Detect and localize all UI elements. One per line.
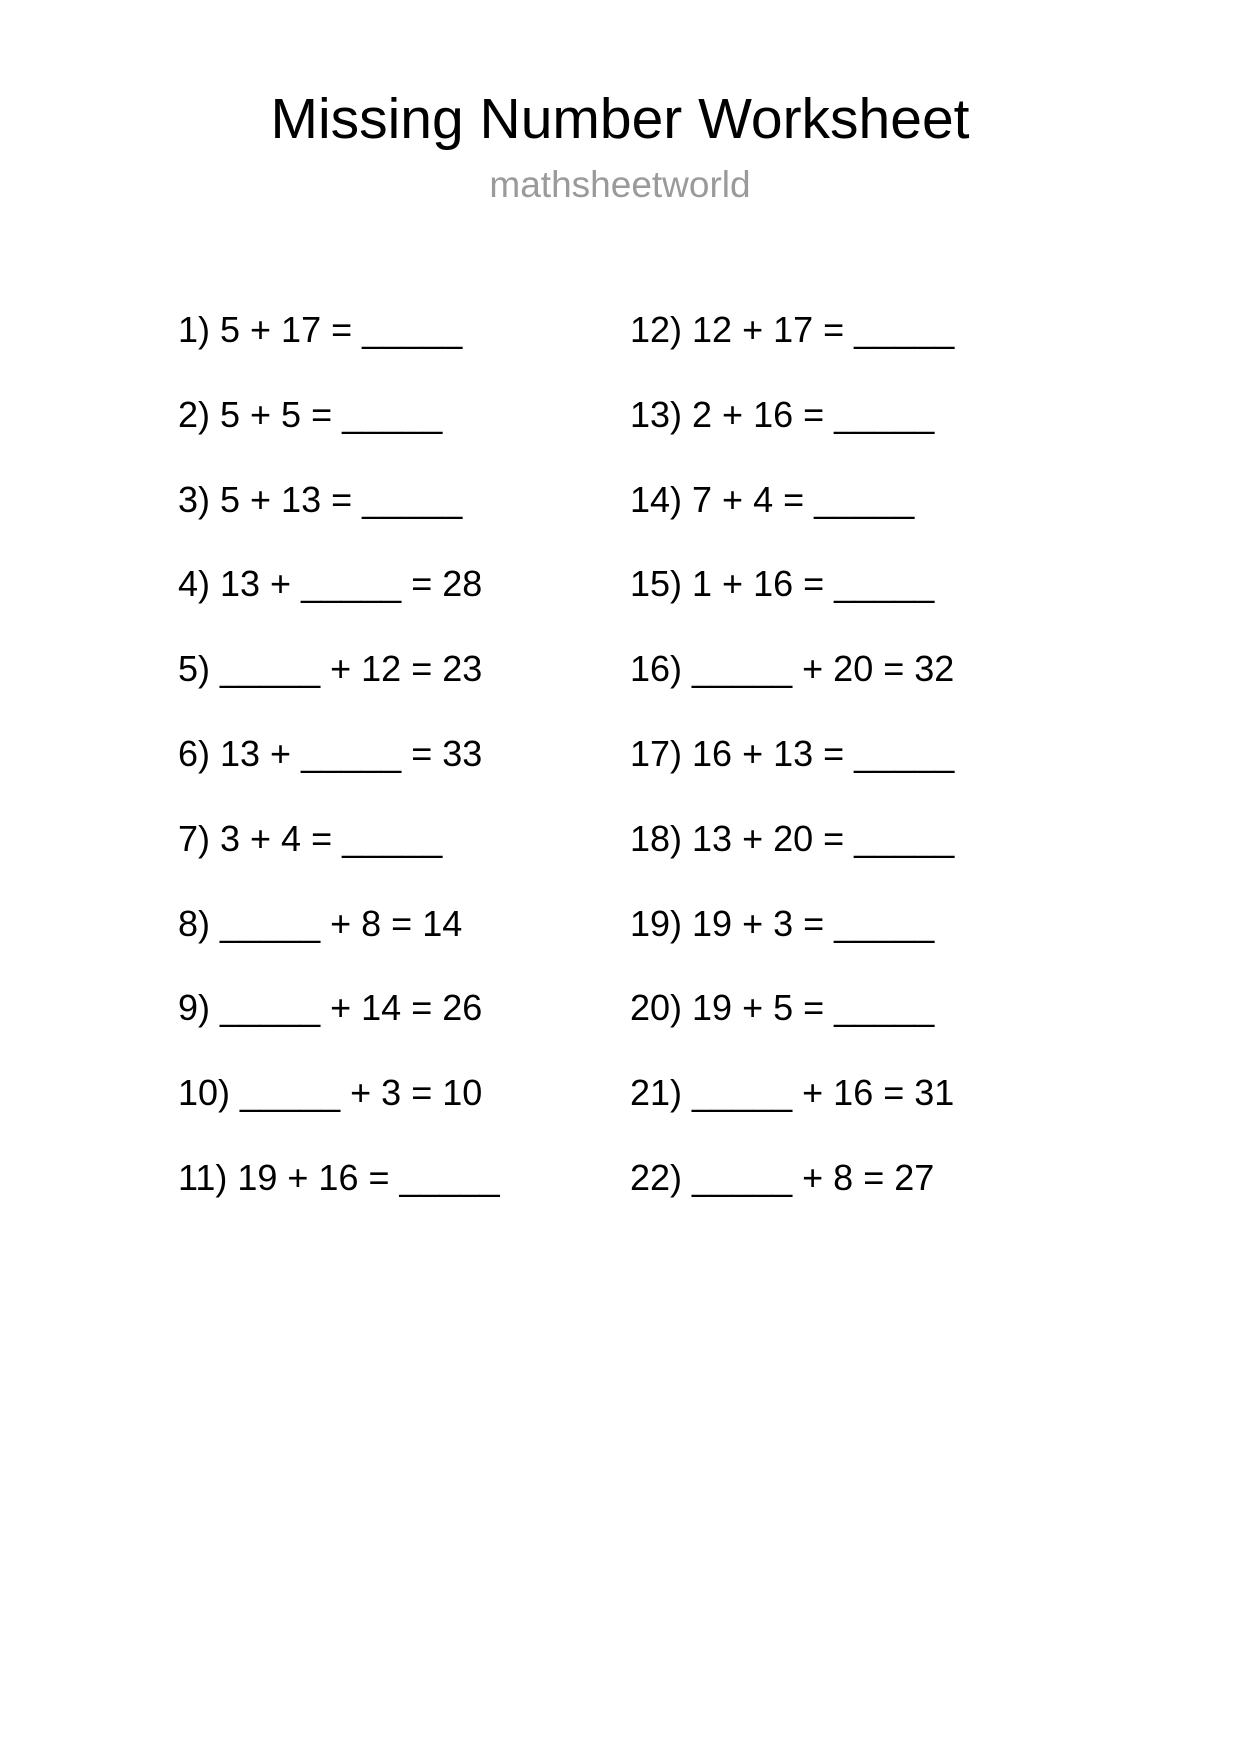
- problems-column-left: [178, 288, 630, 1221]
- problem-item: 12) 12 + 17 = _____: [630, 309, 955, 350]
- problem-item: 14) 7 + 4 = _____: [630, 478, 915, 520]
- problem-item: 18) 13 + 20 = _____: [630, 817, 955, 859]
- problem-item: 8) _____ + 8 = 14: [178, 902, 463, 944]
- brand-subtitle: mathsheetworld: [489, 164, 751, 205]
- problems-column-right: [630, 288, 954, 1221]
- problem-item: 22) _____ + 8 = 27: [630, 1156, 935, 1198]
- problem-item: 13) 2 + 16 = _____: [630, 393, 935, 435]
- problem-item: 7) 3 + 4 = _____: [178, 817, 443, 859]
- problem-item: 17) 16 + 13 = _____: [630, 732, 955, 774]
- problem-item: 1) 5 + 17 = _____: [178, 309, 463, 350]
- problem-item: 5) _____ + 12 = 23: [178, 648, 483, 690]
- worksheet-title: Missing Number Worksheet: [270, 87, 970, 151]
- problem-item: 20) 19 + 5 = _____: [630, 987, 935, 1029]
- problem-item: 11) 19 + 16 = _____: [178, 1156, 500, 1198]
- problem-item: 10) _____ + 3 = 10: [178, 1072, 483, 1114]
- problem-item: 6) 13 + _____ = 33: [178, 732, 483, 774]
- problem-item: 2) 5 + 5 = _____: [178, 393, 443, 435]
- problem-item: 16) _____ + 20 = 32: [630, 648, 955, 690]
- problem-item: 19) 19 + 3 = _____: [630, 902, 935, 944]
- problem-item: 9) _____ + 14 = 26: [178, 987, 483, 1029]
- problem-item: 21) _____ + 16 = 31: [630, 1072, 955, 1114]
- problem-item: 4) 13 + _____ = 28: [178, 563, 483, 605]
- problem-item: 15) 1 + 16 = _____: [630, 563, 935, 605]
- problem-item: 3) 5 + 13 = _____: [178, 478, 463, 520]
- problems-grid: [178, 288, 954, 1221]
